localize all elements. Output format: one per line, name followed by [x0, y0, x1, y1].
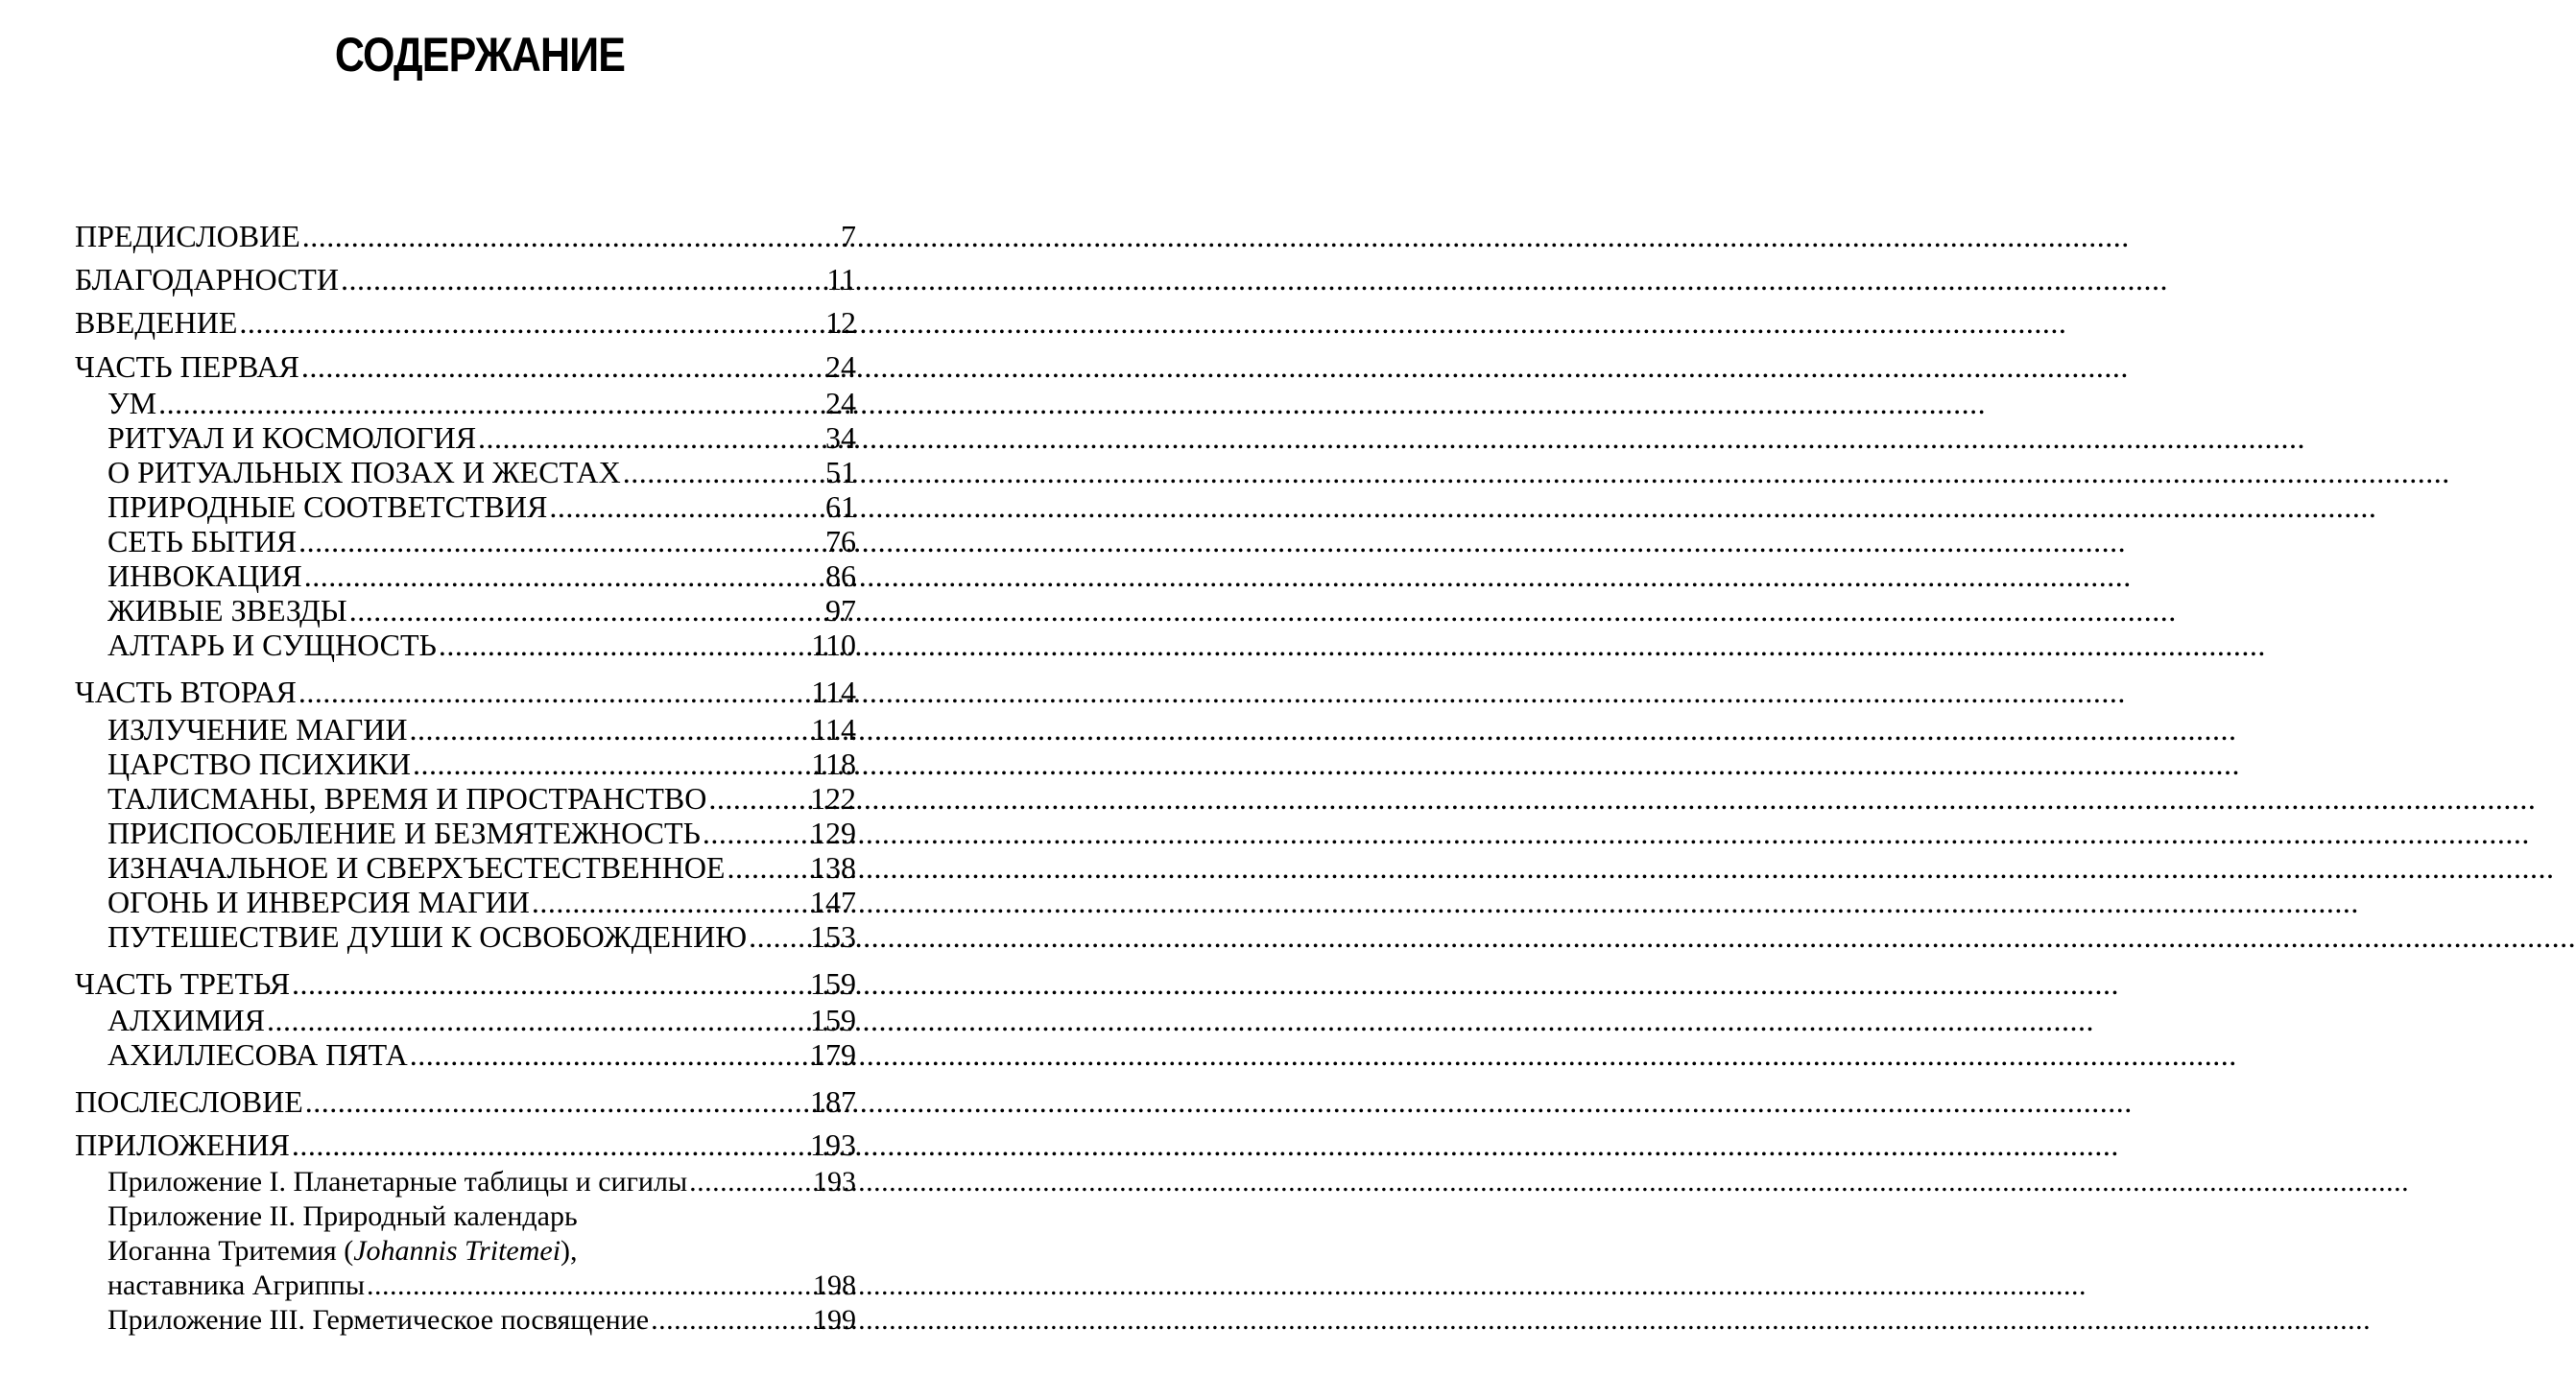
toc-entry-alchemy[interactable]: [107, 1003, 856, 1037]
toc-entry-label: Приложение III. Герметическое посвящение: [107, 1304, 650, 1336]
dot-leader: [413, 747, 808, 781]
toc-entry-page: 193: [810, 1127, 856, 1162]
dot-leader: [727, 850, 807, 885]
toc-entry-invocation[interactable]: [107, 558, 856, 593]
toc-entry-page: 114: [811, 712, 856, 747]
toc-entry-acknowledgements[interactable]: [75, 262, 856, 297]
dot-leader: [623, 455, 823, 489]
toc-entry-label: АХИЛЛЕСОВА ПЯТА: [107, 1037, 408, 1072]
toc-entry-part-one[interactable]: [75, 349, 856, 384]
toc-entry-page: 147: [810, 885, 856, 919]
dot-leader: [749, 919, 807, 954]
toc-entry-label: АЛТАРЬ И СУЩНОСТЬ: [107, 628, 437, 662]
toc-entry-label: ПРИРОДНЫЕ СООТВЕТСТВИЯ: [107, 489, 548, 524]
toc-entry-afterword[interactable]: [75, 1084, 856, 1119]
toc-entry-label: ИЗЛУЧЕНИЕ МАГИИ: [107, 712, 408, 747]
dot-leader: [689, 1165, 810, 1199]
toc-entry-label: ВВЕДЕНИЕ: [75, 305, 238, 340]
toc-entry-ritual-cosmology[interactable]: [107, 420, 856, 455]
dot-leader: [305, 1084, 807, 1119]
dot-leader: [478, 420, 823, 455]
toc-entry-page: 153: [810, 919, 856, 954]
toc-entry-achilles-heel[interactable]: [107, 1037, 856, 1072]
toc-entry-label: ЧАСТЬ ТРЕТЬЯ: [75, 966, 291, 1001]
toc-entry-page: 179: [810, 1037, 856, 1072]
toc-entry-realm-of-psyche[interactable]: [107, 747, 856, 781]
dot-leader: [267, 1003, 807, 1037]
toc-entry-living-stars[interactable]: [107, 593, 856, 628]
toc-entry-label: УМ: [107, 386, 157, 420]
page-title: СОДЕРЖАНИЕ: [334, 28, 626, 82]
dot-leader: [292, 1127, 807, 1162]
toc-entry-part-three[interactable]: [75, 966, 856, 1001]
dot-leader: [158, 386, 823, 420]
toc-entry-page: 97: [825, 593, 856, 628]
toc-entry-page: 11: [826, 262, 856, 297]
dot-leader: [651, 1303, 810, 1338]
dot-leader: [367, 1269, 810, 1303]
dot-leader: [302, 219, 838, 253]
toc-entry-label: ИЗНАЧАЛЬНОЕ И СВЕРХЪЕСТЕСТВЕННОЕ: [107, 850, 726, 885]
dot-leader: [410, 1037, 807, 1072]
dot-leader: [549, 489, 823, 524]
dot-leader: [239, 305, 823, 340]
toc-entry-page: 51: [825, 455, 856, 489]
toc-entry-page: 61: [825, 489, 856, 524]
toc-entry-appendix-1[interactable]: [107, 1165, 856, 1199]
toc-entry-page: 129: [810, 816, 856, 850]
toc-entry-emanation-of-magic[interactable]: [107, 712, 856, 747]
toc-entry-page: 86: [825, 558, 856, 593]
dot-leader: [532, 885, 807, 919]
toc-entry-mind[interactable]: [107, 386, 856, 420]
dot-leader: [703, 816, 807, 850]
toc-entry-label: ЧАСТЬ ПЕРВАЯ: [75, 349, 299, 384]
toc-entry-page: 118: [811, 747, 856, 781]
toc-entry-page: 198: [813, 1269, 856, 1301]
toc-entry-page: 24: [825, 349, 856, 384]
dot-leader: [301, 349, 823, 384]
toc-entry-label: ИНВОКАЦИЯ: [107, 558, 302, 593]
toc-entry-talismans[interactable]: [107, 781, 856, 816]
toc-entry-label: ПРЕДИСЛОВИЕ: [75, 219, 300, 253]
toc-entry-page: 199: [813, 1304, 856, 1336]
dot-leader: [349, 593, 823, 628]
toc-entry-soul-journey[interactable]: [107, 919, 856, 954]
toc-entry-label: ЖИВЫЕ ЗВЕЗДЫ: [107, 593, 347, 628]
toc-entry-label: РИТУАЛ И КОСМОЛОГИЯ: [107, 420, 477, 455]
toc-entry-appendix-2-line-2: [107, 1234, 578, 1269]
toc-entry-page: 76: [825, 524, 856, 558]
dot-leader: [708, 781, 807, 816]
toc-entry-label: ЧАСТЬ ВТОРАЯ: [75, 675, 297, 709]
toc-entry-appendix-3[interactable]: [107, 1303, 856, 1338]
toc-entry-label: Приложение I. Планетарные таблицы и сигилы: [107, 1166, 688, 1198]
toc-entry-adaptation-serenity[interactable]: [107, 816, 856, 850]
toc-entry-page: 138: [810, 850, 856, 885]
dot-leader: [292, 966, 807, 1001]
toc-entry-page: 110: [811, 628, 856, 662]
toc-entry-fire-inversion[interactable]: [107, 885, 856, 919]
toc-entry-label-suffix: ),: [561, 1235, 578, 1267]
toc-entry-page: 34: [825, 420, 856, 455]
toc-entry-appendix-2-line-1[interactable]: [107, 1199, 578, 1234]
toc-entry-label: ПОСЛЕСЛОВИЕ: [75, 1084, 303, 1119]
toc-entry-ritual-poses[interactable]: [107, 455, 856, 489]
latin-name: Johannis Tritemei: [353, 1235, 561, 1267]
toc-entry-page: 114: [811, 675, 856, 709]
dot-leader: [439, 628, 808, 662]
toc-entry-label: ПРИЛОЖЕНИЯ: [75, 1127, 290, 1162]
toc-entry-primordial-supernatural[interactable]: [107, 850, 856, 885]
toc-entry-page: 12: [825, 305, 856, 340]
toc-entry-preface[interactable]: [75, 219, 856, 253]
toc-entry-label: АЛХИМИЯ: [107, 1003, 265, 1037]
toc-entry-label: БЛАГОДАРНОСТИ: [75, 262, 339, 297]
toc-entry-label: ТАЛИСМАНЫ, ВРЕМЯ И ПРОСТРАНСТВО: [107, 781, 707, 816]
dot-leader: [298, 675, 808, 709]
toc-entry-page: 24: [825, 386, 856, 420]
toc-entry-page: 159: [810, 1003, 856, 1037]
dot-leader: [304, 558, 823, 593]
toc-entry-appendix-2-line-3[interactable]: [107, 1269, 856, 1303]
toc-entry-label: О РИТУАЛЬНЫХ ПОЗАХ И ЖЕСТАХ: [107, 455, 621, 489]
toc-entry-label: Приложение II. Природный календарь: [107, 1200, 578, 1232]
dot-leader: [341, 262, 823, 297]
toc-entry-page: 193: [813, 1166, 856, 1198]
toc-entry-label: ОГОНЬ И ИНВЕРСИЯ МАГИИ: [107, 885, 530, 919]
toc-entry-introduction[interactable]: [75, 305, 856, 340]
toc-entry-label: СЕТЬ БЫТИЯ: [107, 524, 298, 558]
toc-entry-altar-essence[interactable]: [107, 628, 856, 662]
toc-entry-page: 187: [810, 1084, 856, 1119]
toc-entry-page: 7: [841, 219, 856, 253]
toc-entry-label: ПРИСПОСОБЛЕНИЕ И БЕЗМЯТЕЖНОСТЬ: [107, 816, 701, 850]
toc-entry-web-of-being[interactable]: [107, 524, 856, 558]
toc-entry-page: 159: [810, 966, 856, 1001]
toc-entry-page: 122: [810, 781, 856, 816]
toc-entry-label: ПУТЕШЕСТВИЕ ДУШИ К ОСВОБОЖДЕНИЮ: [107, 919, 748, 954]
toc-entry-label: ЦАРСТВО ПСИХИКИ: [107, 747, 411, 781]
toc-entry-natural-correspondences[interactable]: [107, 489, 856, 524]
toc-entry-label: Иоганна Тритемия (: [107, 1235, 354, 1267]
toc-entry-label: наставника Агриппы: [107, 1269, 365, 1301]
dot-leader: [298, 524, 823, 558]
toc-entry-part-two[interactable]: [75, 675, 856, 709]
toc-entry-appendices[interactable]: [75, 1127, 856, 1162]
dot-leader: [409, 712, 808, 747]
